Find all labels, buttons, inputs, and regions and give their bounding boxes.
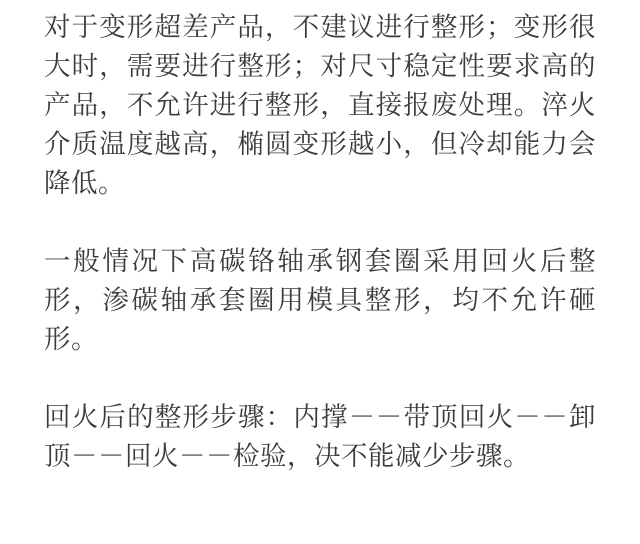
- paragraph-2: 一般情况下高碳铬轴承钢套圈采用回火后整形，渗碳轴承套圈用模具整形，均不允许砸形。: [44, 246, 596, 355]
- paragraph-3: 回火后的整形步骤：内撑－－带顶回火－－卸顶－－回火－－检验，决不能减少步骤。: [44, 402, 596, 472]
- paragraph-1: 对于变形超差产品，不建议进行整形；变形很大时，需要进行整形；对尺寸稳定性要求高的产品，不允许进行整形，直接报废处理。淬火介质温度越高，椭圆变形越小，但冷却能力会降低。: [44, 12, 596, 199]
